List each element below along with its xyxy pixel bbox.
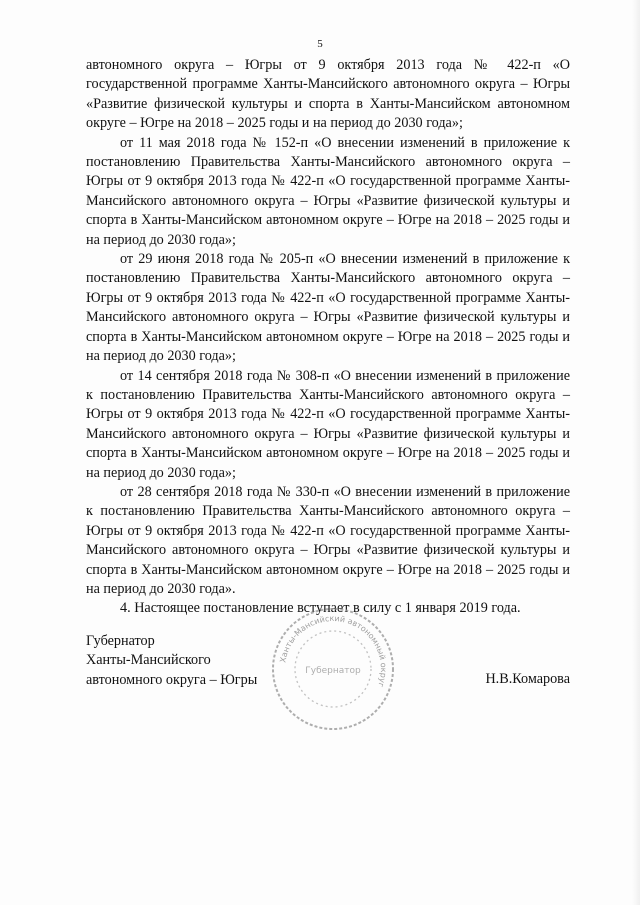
svg-text:Губернатор: Губернатор xyxy=(305,666,361,676)
paragraph-5: от 28 сентября 2018 года № 330-п «О внесении изменений в приложение к постановлению Правительства Ханты-Мансийского автономного округа – Югры от 9 октября 2013 года № 422-п «О государственной программе Ханты-Мансийского автономного округа – Югры «Развитие физической культуры и спорта в Ханты-Мансийском автономном округе – Югре на 2018 – 2025 годы и на период до 2030 года». xyxy=(86,483,570,597)
signature-block xyxy=(86,632,570,690)
scan-edge-shadow xyxy=(632,0,640,905)
paragraph-2: от 11 мая 2018 года № 152-п «О внесении изменений в приложение к постановлению Правительства Ханты-Мансийского автономного округа – Югры от 9 октября 2013 года № 422-п «О государственной программе Ханты-Мансийского автономного округа – Югры «Развитие физической культуры и спорта в Ханты-Мансийском автономном округе – Югре на 2018 – 2025 годы и на период до 2030 года»; xyxy=(86,134,570,248)
signatory-name: Н.В.Комарова xyxy=(485,671,570,687)
paragraph-3: от 29 июня 2018 года № 205-п «О внесении изменений в приложение к постановлению Правительства Ханты-Мансийского автономного округа – Югры от 9 октября 2013 года № 422-п «О государственной программе Ханты-Мансийского автономного округа – Югры «Развитие физической культуры и спорта в Ханты-Мансийском автономном округе – Югре на 2018 – 2025 годы и на период до 2030 года»; xyxy=(86,251,570,365)
paragraph-1: автономного округа – Югры от 9 октября 2013 года № 422-п «О государственной программе Ханты-Мансийского автономного округа – Югры «Развитие физической культуры и спорта в Ханты-Мансийском автономном округе – Югре на 2018 – 2025 годы и на период до 2030 года»; xyxy=(86,57,570,132)
document-body xyxy=(86,56,570,619)
signatory-title: Губернатор Ханты-Мансийского автономного округа – Югры xyxy=(86,633,258,688)
page-number: 5 xyxy=(317,38,323,50)
paragraph-6: 4. Настоящее постановление вступает в силу с 1 января 2019 года. xyxy=(120,600,521,617)
svg-text:Ханты-Мансийский автономный ок: Ханты-Мансийский автономный округ xyxy=(278,613,389,689)
paragraph-4: от 14 сентября 2018 года № 308-п «О внесении изменений в приложение к постановлению Правительства Ханты-Мансийского автономного округа – Югры от 9 октября 2013 года № 422-п «О государственной программе Ханты-Мансийского автономного округа – Югры «Развитие физической культуры и спорта в Ханты-Мансийском автономном округе – Югре на 2018 – 2025 годы и на период до 2030 года»; xyxy=(86,367,570,481)
